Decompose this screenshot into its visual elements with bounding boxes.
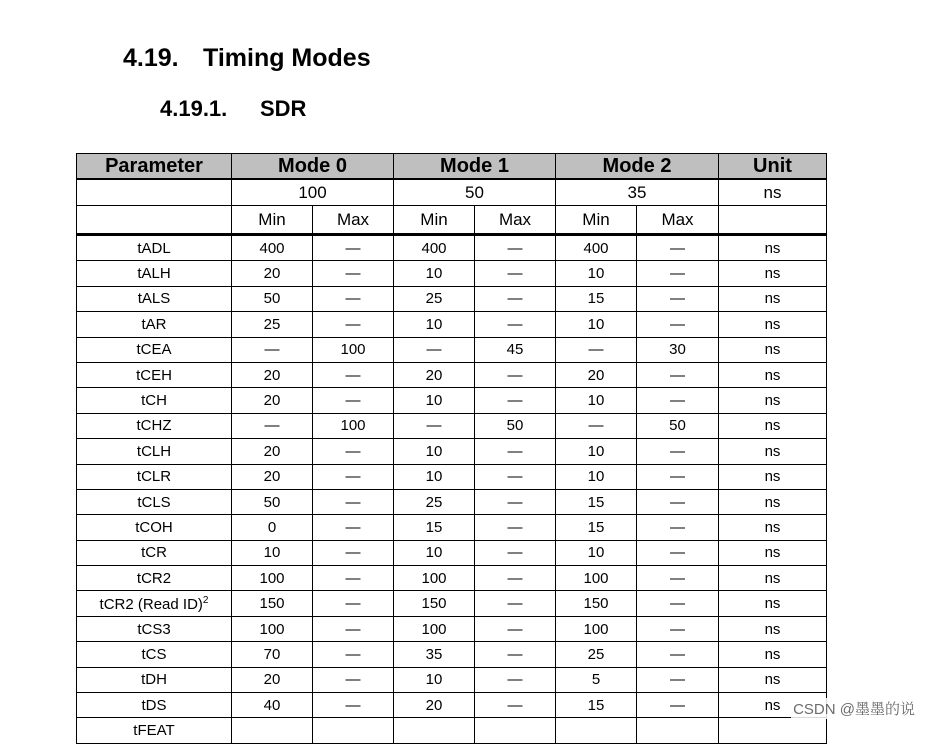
table-row (77, 693, 827, 718)
min-value-cell: 20 (232, 667, 313, 692)
min-value-cell: 20 (232, 439, 313, 464)
subsection-title: SDR (260, 96, 307, 121)
minmax-row (77, 206, 827, 235)
parameter-cell (77, 388, 232, 413)
header-mode-0: Mode 0 (232, 154, 394, 180)
parameter-cell (77, 566, 232, 591)
header-row (77, 154, 827, 180)
max-value-cell: — (637, 667, 719, 692)
table-row (77, 515, 827, 540)
min-value-cell: 10 (394, 312, 475, 337)
subsection-number: 4.19.1. (160, 96, 228, 121)
min-value-cell: 50 (232, 286, 313, 311)
min-value-cell: 25 (232, 312, 313, 337)
min-value-cell: 15 (394, 515, 475, 540)
min-value-cell: 100 (394, 566, 475, 591)
parameter-name: tCOH (135, 518, 173, 536)
table-row (77, 439, 827, 464)
max-value-cell: — (637, 235, 719, 261)
unit-cell: ns (719, 515, 827, 540)
unit-cell: ns (719, 566, 827, 591)
max-value-cell: 45 (475, 337, 556, 362)
max-value-cell: — (637, 540, 719, 565)
max-value-cell: 100 (313, 413, 394, 438)
unit-cell: ns (719, 388, 827, 413)
unit-cell: ns (719, 693, 827, 718)
unit-cell (719, 718, 827, 743)
section-number: 4.19. (123, 44, 179, 72)
max-value-cell: — (637, 616, 719, 641)
max-value-cell: — (313, 591, 394, 616)
table-row (77, 667, 827, 692)
header-mode-1: Mode 1 (394, 154, 556, 180)
parameter-cell (77, 616, 232, 641)
max-value-cell: — (637, 439, 719, 464)
min-value-cell: 15 (556, 515, 637, 540)
unit-cell: ns (719, 235, 827, 261)
min-value-cell: 10 (556, 312, 637, 337)
parameter-name: tCLH (136, 442, 172, 460)
mode-1-value: 50 (394, 179, 556, 206)
max-value-cell: — (475, 540, 556, 565)
max-label: Max (475, 206, 556, 235)
parameter-name: tCR2 (136, 569, 172, 587)
parameter-cell (77, 667, 232, 692)
max-value-cell: — (313, 235, 394, 261)
table-row (77, 388, 827, 413)
max-value-cell: — (475, 261, 556, 286)
min-label: Min (556, 206, 637, 235)
parameter-cell (77, 642, 232, 667)
max-value-cell: — (637, 489, 719, 514)
parameter-cell (77, 413, 232, 438)
min-value-cell: 10 (394, 388, 475, 413)
max-value-cell: — (637, 464, 719, 489)
min-value-cell: 10 (556, 261, 637, 286)
max-value-cell: — (475, 642, 556, 667)
min-value-cell: 10 (394, 667, 475, 692)
max-value-cell: — (313, 642, 394, 667)
max-value-cell: 100 (313, 337, 394, 362)
parameter-name: tCEH (136, 366, 172, 384)
min-value-cell: 20 (556, 362, 637, 387)
parameter-name: tDS (141, 696, 167, 714)
min-value-cell: 50 (232, 489, 313, 514)
min-value-cell: — (232, 413, 313, 438)
parameter-name: tCH (141, 392, 167, 410)
header-mode-2: Mode 2 (556, 154, 719, 180)
max-value-cell: — (637, 566, 719, 591)
min-value-cell: 150 (556, 591, 637, 616)
max-value-cell: — (637, 693, 719, 718)
header-unit-value: ns (719, 179, 827, 206)
min-label: Min (394, 206, 475, 235)
parameter-cell (77, 591, 232, 616)
section-title: Timing Modes (203, 44, 371, 72)
max-value-cell: 30 (637, 337, 719, 362)
min-value-cell: 15 (556, 489, 637, 514)
timing-table (76, 153, 827, 744)
min-value-cell (394, 718, 475, 743)
parameter-name: tCLR (136, 468, 172, 486)
unit-cell: ns (719, 489, 827, 514)
min-value-cell: 10 (556, 439, 637, 464)
parameter-name: tDH (141, 671, 167, 689)
max-value-cell: — (475, 693, 556, 718)
min-value-cell (556, 718, 637, 743)
unit-cell: ns (719, 540, 827, 565)
max-value-cell: — (475, 591, 556, 616)
min-value-cell: 40 (232, 693, 313, 718)
table-row (77, 362, 827, 387)
parameter-cell (77, 693, 232, 718)
parameter-cell (77, 337, 232, 362)
min-value-cell: 10 (232, 540, 313, 565)
parameter-cell (77, 718, 232, 743)
min-value-cell: 25 (394, 286, 475, 311)
max-value-cell: — (313, 515, 394, 540)
min-value-cell: 10 (394, 261, 475, 286)
footnote-marker: 2 (202, 594, 209, 606)
max-value-cell: — (475, 312, 556, 337)
min-value-cell: 70 (232, 642, 313, 667)
subsection-heading (160, 96, 306, 122)
max-value-cell: — (313, 616, 394, 641)
min-value-cell: 20 (232, 464, 313, 489)
min-value-cell: 100 (556, 566, 637, 591)
parameter-name: tADL (137, 239, 171, 257)
min-value-cell: 10 (556, 540, 637, 565)
min-value-cell: 10 (556, 464, 637, 489)
max-value-cell: — (475, 286, 556, 311)
table-row (77, 312, 827, 337)
min-value-cell (232, 718, 313, 743)
unit-cell: ns (719, 261, 827, 286)
min-value-cell: 25 (394, 489, 475, 514)
max-value-cell: — (313, 388, 394, 413)
max-value-cell: 50 (637, 413, 719, 438)
max-value-cell: — (313, 464, 394, 489)
min-value-cell: 20 (394, 362, 475, 387)
max-value-cell (475, 718, 556, 743)
parameter-cell (77, 515, 232, 540)
max-label: Max (313, 206, 394, 235)
min-value-cell: 150 (232, 591, 313, 616)
min-value-cell: 10 (394, 540, 475, 565)
max-value-cell: — (637, 312, 719, 337)
table-row (77, 413, 827, 438)
table-row (77, 464, 827, 489)
table-row (77, 489, 827, 514)
min-value-cell: 20 (232, 261, 313, 286)
max-value-cell: — (637, 388, 719, 413)
max-value-cell: — (475, 235, 556, 261)
parameter-cell (77, 362, 232, 387)
parameter-name: tCS3 (137, 620, 171, 638)
parameter-cell (77, 235, 232, 261)
mode-2-value: 35 (556, 179, 719, 206)
parameter-name: tCEA (136, 341, 172, 359)
min-value-cell: 150 (394, 591, 475, 616)
unit-cell: ns (719, 464, 827, 489)
min-value-cell: — (394, 413, 475, 438)
min-value-cell: 400 (556, 235, 637, 261)
max-value-cell: — (475, 616, 556, 641)
parameter-name: tCHZ (136, 417, 172, 435)
table-row (77, 616, 827, 641)
min-value-cell: 10 (394, 464, 475, 489)
max-value-cell: — (313, 667, 394, 692)
max-value-cell: — (637, 362, 719, 387)
unit-cell: ns (719, 642, 827, 667)
min-value-cell: 20 (232, 388, 313, 413)
max-value-cell: — (475, 515, 556, 540)
unit-cell: ns (719, 413, 827, 438)
max-value-cell: — (313, 261, 394, 286)
min-value-cell: 100 (232, 566, 313, 591)
max-value-cell: — (313, 286, 394, 311)
parameter-name: tALS (137, 290, 171, 308)
max-value-cell: — (637, 515, 719, 540)
table-row (77, 337, 827, 362)
table-row (77, 540, 827, 565)
min-value-cell: 400 (394, 235, 475, 261)
min-value-cell: 10 (394, 439, 475, 464)
min-value-cell: — (232, 337, 313, 362)
parameter-name: tCR2 (Read ID) (99, 595, 203, 613)
min-value-cell: — (394, 337, 475, 362)
min-value-cell: 15 (556, 286, 637, 311)
min-value-cell: 10 (556, 388, 637, 413)
empty-cell (719, 206, 827, 235)
max-value-cell: — (637, 286, 719, 311)
min-value-cell: — (556, 337, 637, 362)
watermark: CSDN @墨墨的说 (791, 698, 917, 719)
table-row (77, 235, 827, 261)
unit-cell: ns (719, 337, 827, 362)
unit-cell: ns (719, 362, 827, 387)
min-value-cell: 0 (232, 515, 313, 540)
header-unit: Unit (719, 154, 827, 180)
parameter-name: tALH (137, 265, 171, 283)
table-row (77, 566, 827, 591)
max-label: Max (637, 206, 719, 235)
section-heading (123, 44, 371, 73)
max-value-cell: — (637, 261, 719, 286)
table-row (77, 642, 827, 667)
parameter-cell (77, 286, 232, 311)
min-value-cell: 400 (232, 235, 313, 261)
parameter-cell (77, 540, 232, 565)
parameter-name: tCR (141, 544, 167, 562)
empty-cell (77, 179, 232, 206)
parameter-name: tCLS (137, 493, 171, 511)
min-value-cell: 20 (394, 693, 475, 718)
unit-cell: ns (719, 667, 827, 692)
max-value-cell: — (637, 642, 719, 667)
max-value-cell (313, 718, 394, 743)
parameter-cell (77, 312, 232, 337)
unit-cell: ns (719, 312, 827, 337)
min-value-cell: 20 (232, 362, 313, 387)
max-value-cell: — (637, 591, 719, 616)
min-value-cell: 25 (556, 642, 637, 667)
min-value-cell: 100 (394, 616, 475, 641)
min-label: Min (232, 206, 313, 235)
max-value-cell: — (313, 439, 394, 464)
unit-cell: ns (719, 439, 827, 464)
max-value-cell: — (313, 312, 394, 337)
unit-cell: ns (719, 286, 827, 311)
header-parameter: Parameter (77, 154, 232, 180)
max-value-cell: — (475, 388, 556, 413)
mode-0-value: 100 (232, 179, 394, 206)
max-value-cell: — (313, 540, 394, 565)
max-value-cell: — (475, 464, 556, 489)
table-row (77, 286, 827, 311)
max-value-cell: — (475, 362, 556, 387)
table-row (77, 718, 827, 743)
parameter-name: tAR (141, 315, 167, 333)
parameter-name: tFEAT (133, 722, 175, 740)
max-value-cell: — (313, 566, 394, 591)
min-value-cell: 100 (556, 616, 637, 641)
table-row (77, 591, 827, 616)
max-value-cell: — (313, 489, 394, 514)
parameter-cell (77, 261, 232, 286)
min-value-cell: 15 (556, 693, 637, 718)
table-body (77, 235, 827, 744)
parameter-cell (77, 489, 232, 514)
max-value-cell: — (475, 489, 556, 514)
max-value-cell (637, 718, 719, 743)
empty-cell (77, 206, 232, 235)
max-value-cell: — (475, 667, 556, 692)
max-value-cell: — (475, 566, 556, 591)
max-value-cell: — (313, 362, 394, 387)
parameter-cell (77, 464, 232, 489)
min-value-cell: 100 (232, 616, 313, 641)
max-value-cell: — (313, 693, 394, 718)
max-value-cell: 50 (475, 413, 556, 438)
mode-value-row (77, 179, 827, 206)
parameter-name: tCS (141, 645, 167, 663)
unit-cell: ns (719, 616, 827, 641)
min-value-cell: 35 (394, 642, 475, 667)
max-value-cell: — (475, 439, 556, 464)
min-value-cell: 5 (556, 667, 637, 692)
min-value-cell: — (556, 413, 637, 438)
unit-cell: ns (719, 591, 827, 616)
parameter-cell (77, 439, 232, 464)
table-row (77, 261, 827, 286)
